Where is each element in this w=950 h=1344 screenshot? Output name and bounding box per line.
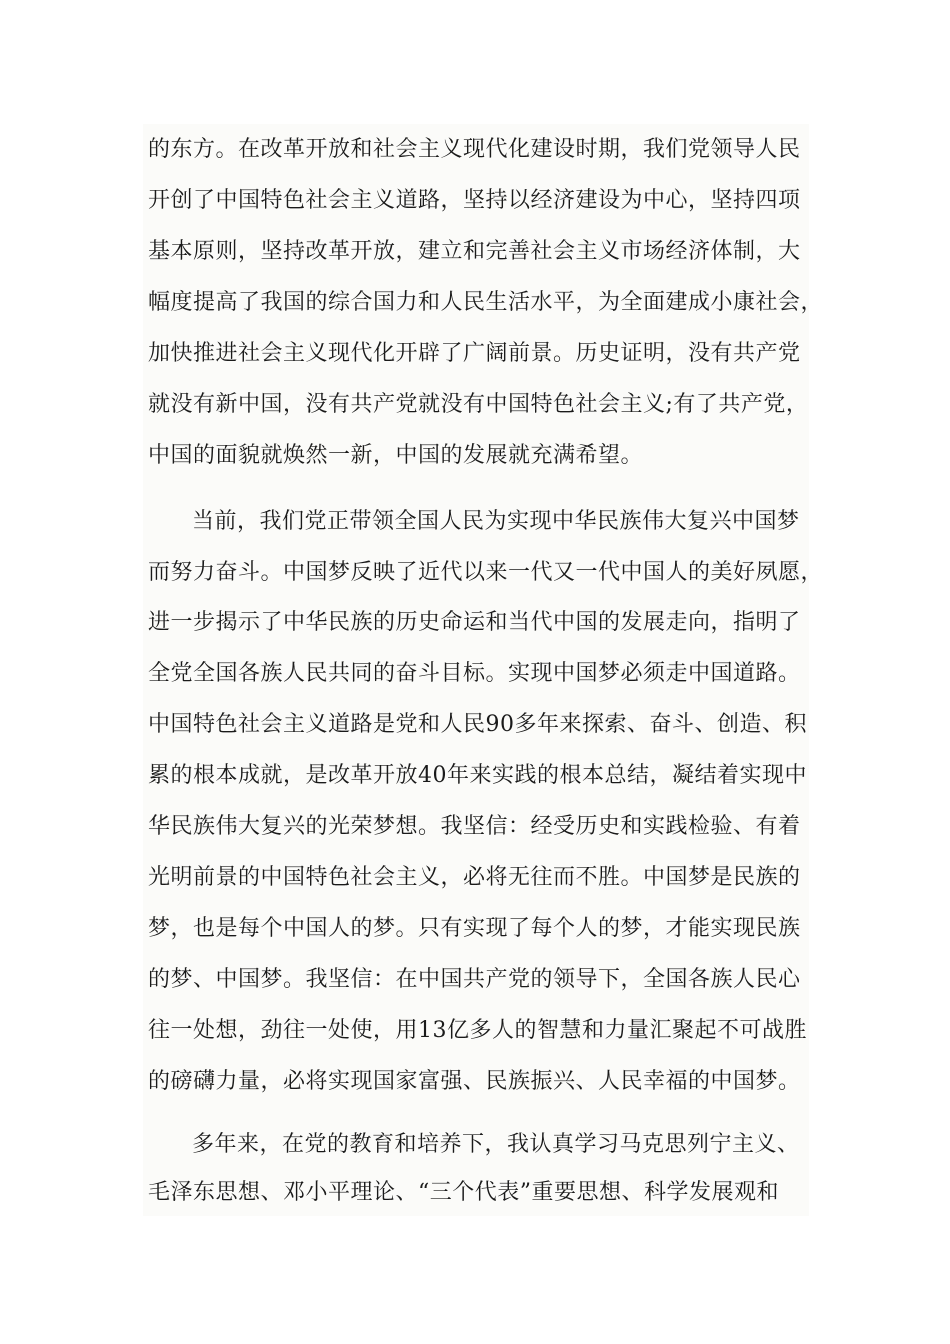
paragraph-first-line: 多年来，在党的教育和培养下，我认真学习马克思列宁主义、 [192, 1132, 800, 1157]
text-line: 的磅礴力量，必将实现国家富强、民族振兴、人民幸福的中国梦。 [148, 1069, 801, 1094]
text-line: 梦，也是每个中国人的梦。只有实现了每个人的梦，才能实现民族 [148, 916, 801, 941]
text-line: 累的根本成就，是改革开放40年来实践的根本总结，凝结着实现中 [148, 763, 807, 788]
paragraph-first-line: 当前，我们党正带领全国人民为实现中华民族伟大复兴中国梦 [192, 509, 800, 534]
text-line: 就没有新中国，没有共产党就没有中国特色社会主义;有了共产党， [148, 392, 809, 417]
text-line: 的东方。在改革开放和社会主义现代化建设时期，我们党领导人民 [148, 137, 801, 162]
text-line: 开创了中国特色社会主义道路，坚持以经济建设为中心，坚持四项 [148, 188, 801, 213]
text-line: 往一处想，劲往一处使，用13亿多人的智慧和力量汇聚起不可战胜 [148, 1018, 807, 1043]
text-line: 中国的面貌就焕然一新，中国的发展就充满希望。 [148, 443, 644, 468]
text-line: 基本原则，坚持改革开放，建立和完善社会主义市场经济体制，大 [148, 239, 801, 264]
text-line: 光明前景的中国特色社会主义，必将无往而不胜。中国梦是民族的 [148, 865, 801, 890]
text-line: 加快推进社会主义现代化开辟了广阔前景。历史证明，没有共产党 [148, 341, 801, 366]
text-line: 毛泽东思想、邓小平理论、“三个代表”重要思想、科学发展观和 [148, 1180, 779, 1205]
text-line: 的梦、中国梦。我坚信：在中国共产党的领导下，全国各族人民心 [148, 967, 801, 992]
text-line: 进一步揭示了中华民族的历史命运和当代中国的发展走向，指明了 [148, 610, 801, 635]
text-block [143, 124, 824, 1216]
text-line: 全党全国各族人民共同的奋斗目标。实现中国梦必须走中国道路。 [148, 661, 801, 686]
text-line: 华民族伟大复兴的光荣梦想。我坚信：经受历史和实践检验、有着 [148, 814, 801, 839]
text-line: 中国特色社会主义道路是党和人民90多年来探索、奋斗、创造、积 [148, 712, 807, 737]
text-line: 而努力奋斗。中国梦反映了近代以来一代又一代中国人的美好夙愿， [148, 560, 824, 585]
text-line: 幅度提高了我国的综合国力和人民生活水平，为全面建成小康社会， [148, 290, 824, 315]
